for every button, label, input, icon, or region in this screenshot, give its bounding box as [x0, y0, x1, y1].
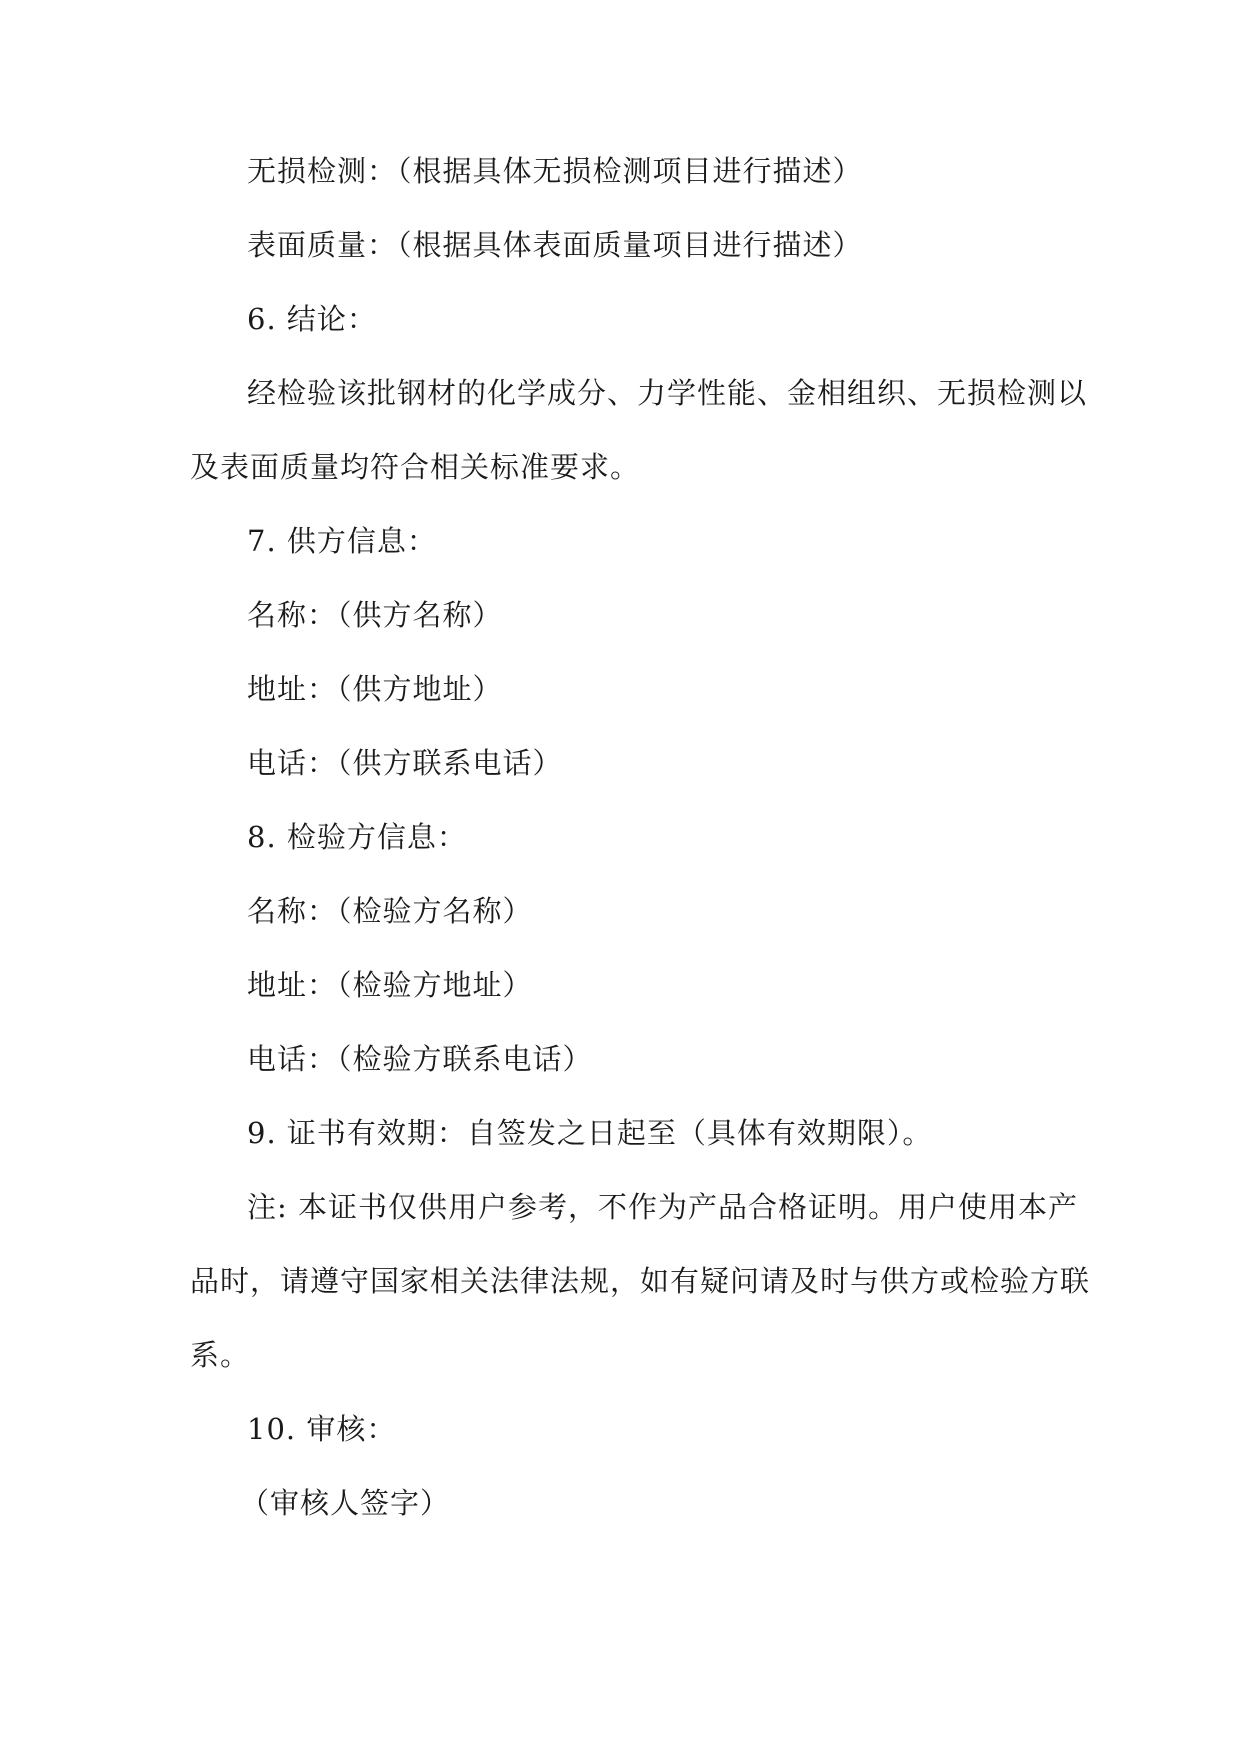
note-line-1: 注: 本证书仅供用户参考，不作为产品合格证明。用户使用本产	[247, 1190, 1078, 1224]
supplier-phone-line: 电话：（供方联系电话）	[247, 746, 563, 780]
surface-quality-line: 表面质量：（根据具体表面质量项目进行描述）	[247, 228, 863, 262]
note-line-2: 品时，请遵守国家相关法律法规，如有疑问请及时与供方或检验方联	[190, 1264, 1091, 1298]
conclusion-text-line-1: 经检验该批钢材的化学成分、力学性能、金相组织、无损检测以	[247, 376, 1088, 410]
section-10-heading: 10. 审核：	[247, 1412, 397, 1446]
inspector-address-line: 地址：（检验方地址）	[247, 968, 533, 1002]
inspector-name-line: 名称：（检验方名称）	[247, 894, 533, 928]
nde-line: 无损检测：（根据具体无损检测项目进行描述）	[247, 154, 863, 188]
section-6-heading: 6. 结论：	[247, 302, 377, 336]
reviewer-signature-line: （审核人签字）	[240, 1486, 451, 1520]
section-7-heading: 7. 供方信息：	[247, 524, 437, 558]
section-8-heading: 8. 检验方信息：	[247, 820, 467, 854]
supplier-name-line: 名称：（供方名称）	[247, 598, 503, 632]
conclusion-text-line-2: 及表面质量均符合相关标准要求。	[190, 450, 641, 484]
note-line-3: 系。	[190, 1338, 251, 1372]
inspector-phone-line: 电话：（检验方联系电话）	[247, 1042, 593, 1076]
section-9-validity: 9. 证书有效期：自签发之日起至（具体有效期限）。	[247, 1116, 933, 1150]
supplier-address-line: 地址：（供方地址）	[247, 672, 503, 706]
